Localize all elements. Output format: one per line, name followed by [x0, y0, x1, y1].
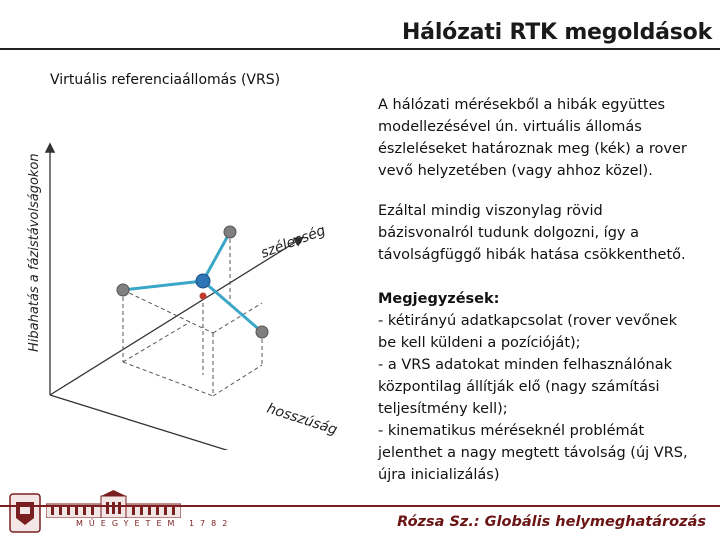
reference-station	[224, 226, 236, 238]
note-line: teljesítmény kell);	[378, 401, 508, 417]
paragraph-vrs-intro	[378, 94, 698, 182]
link-1	[123, 281, 203, 290]
paragraph-short-baseline	[378, 200, 698, 266]
text-line: Ezáltal mindig viszonylag rövid	[378, 203, 603, 219]
text-line: modellezésével ún. virtuális állomás	[378, 119, 642, 135]
text-line: észleléseket határoznak meg (kék) a rover	[378, 141, 687, 157]
title-divider	[0, 48, 720, 50]
note-line: - a VRS adatokat minden felhasználónak	[378, 357, 673, 373]
text-line: bázisvonalról tudunk dolgozni, így a	[378, 225, 639, 241]
text-line: távolságfüggő hibák hatása csökkenthető.	[378, 247, 686, 263]
footer-author: Rózsa Sz.: Globális helymeghatározás	[397, 514, 706, 530]
length-axis	[50, 395, 252, 450]
paragraph-notes	[378, 288, 698, 486]
logo-caption: MŰEGYETEM 1782	[76, 519, 234, 528]
vrs-diagram	[0, 120, 370, 450]
link-3	[203, 281, 262, 332]
y-axis-label: Hibahatás a fázistávolságokon	[27, 153, 42, 352]
length-axis-label: hosszúság	[264, 400, 340, 439]
note-line: - kinematikus méréseknél problémát	[378, 423, 645, 439]
notes-heading: Megjegyzések:	[378, 291, 500, 307]
reference-station	[117, 284, 129, 296]
text-line: vevő helyzetében (vagy ahhoz közel).	[378, 163, 653, 179]
link-2	[203, 232, 230, 281]
note-line: jelenthet a nagy megtett távolság (új VRS,	[378, 445, 688, 461]
note-line: központilag állítják elő (nagy számítási	[378, 379, 660, 395]
diagram-subtitle: Virtuális referenciaállomás (VRS)	[50, 72, 281, 88]
footer-divider	[0, 505, 720, 507]
width-axis-label: szélesség	[258, 222, 328, 262]
reference-station	[256, 326, 268, 338]
note-line: újra inicializálás)	[378, 467, 500, 483]
university-seal-logo	[8, 492, 42, 534]
virtual-station	[196, 274, 210, 288]
note-line: be kell küldeni a pozícióját);	[378, 335, 581, 351]
slide-title: Hálózati RTK megoldások	[401, 20, 712, 45]
text-line: A hálózati mérésekből a hibák együttes	[378, 97, 666, 113]
rover-point	[200, 293, 207, 300]
university-building-logo	[46, 490, 181, 518]
note-line: - kétirányú adatkapcsolat (rover vevőnek	[378, 313, 677, 329]
